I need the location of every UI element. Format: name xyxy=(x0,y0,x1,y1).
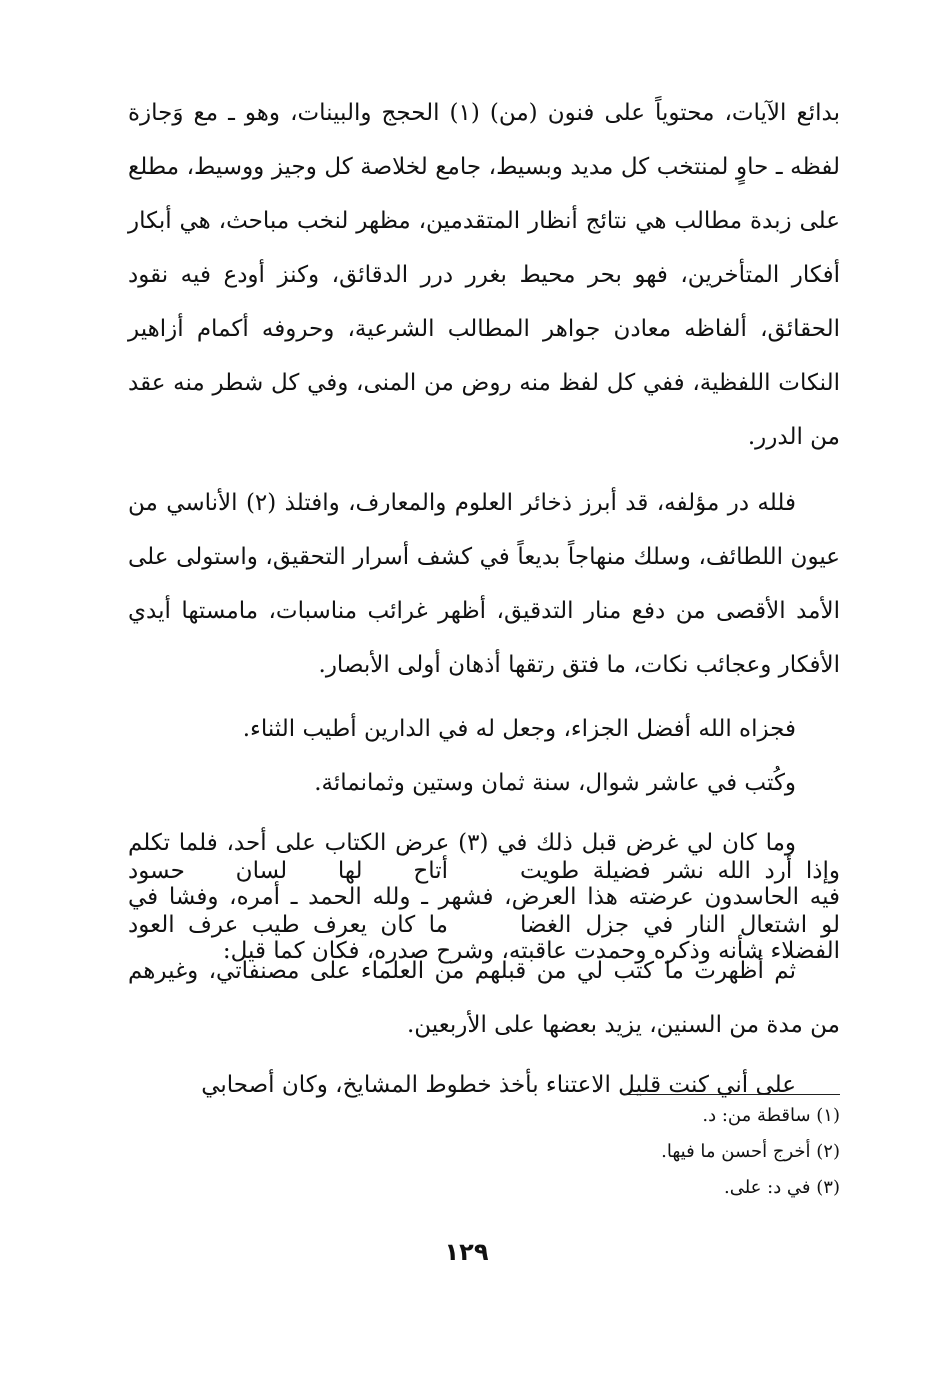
paragraph-praise-of-author: فلله در مؤلفه، قد أبرز ذخائر العلوم والمعارف، وافتلذ (٢) الأناسي من عيون اللطائف، وسلك منهاجاً بديعاً في كشف أسرار التحقيق، واستولى على الأمد الأقصى من دفع منار التدقيق، أظهر غرائب مناسبات، مامستها أيدي الأفكار وعجائب نكات، ما فتق رتقها أذهان أولى الأبصار. xyxy=(128,490,840,678)
verse-first-hemistich: وإذا أرد الله نشر فضيلة طويت xyxy=(520,858,840,884)
paragraph-praise-of-book: بدائع الآيات، محتوياً على فنون (من) (١) الحجج والبينات، وهو ـ مع وَجازة لفظه ـ حاوٍ لمنتخب كل مديد وبسيط، جامع لخلاصة كل وجيز ووسيط، مطلع على زبدة مطالب هي نتائج أنظار المتقدمين، مظهر لنخب مباحث، هي أبكار أفكار المتأخرين، فهو بحر محيط بغرر درر الدقائق، وكنز أودع فيه نقود الحقائق، ألفاظه معادن جواهر المطالب الشرعية، وحروفه أكمام أزاهير النكات اللفظية، ففي كل لفظ منه روض من المنى، وفي كل شطر منه عقد من الدرر. xyxy=(128,100,840,450)
footnote-item: (٢) أخرج أحسن ما فيها. xyxy=(661,1141,840,1162)
verse-second-hemistich: ما كان يعرف طيب عرف العود xyxy=(128,912,448,938)
paragraph-date: وكُتب في عاشر شوال، سنة ثمان وستين وثمانمائة. xyxy=(314,770,796,796)
page-number: ١٢٩ xyxy=(444,1238,489,1266)
paragraph-prayer: فجزاه الله أفضل الجزاء، وجعل له في الدارين أطيب الثناء. xyxy=(242,716,796,742)
footnote-item: (٣) في د: على. xyxy=(723,1177,840,1198)
verse-first-hemistich: لو اشتعال النار في جزل الغضا xyxy=(520,912,840,938)
paragraph-presentation: وما كان لي غرض قبل ذلك في (٣) عرض الكتاب على أحد، فلما تكلم فيه الحاسدون عرضته هذا العرض، فشهر ـ ولله الحمد ـ أمره، وفشا في الفضلاء شأنه وذكره وحمدت عاقبته، وشرح صدره، فكان كما قيل: xyxy=(128,830,840,964)
verse-second-hemistich: أتاح لها لسان حسود xyxy=(128,858,448,884)
footnotes xyxy=(420,1098,840,1206)
verse-line xyxy=(128,844,840,898)
footnote-separator xyxy=(625,1094,840,1095)
paragraph-endorsements: ثم أظهرت ما كتب لي من قبلهم من العلماء على مصنفاتي، وغيرهم من مدة من السنين، يزيد بعضها على الأربعين. xyxy=(128,958,840,1038)
poem-verses xyxy=(128,844,840,952)
paragraph-continuation: على أني كنت قليل الاعتناء بأخذ خطوط المشايخ، وكان أصحابي xyxy=(201,1072,796,1098)
footnote-item: (١) ساقطة من: د. xyxy=(702,1105,840,1126)
body-text-bottom xyxy=(128,944,840,1112)
